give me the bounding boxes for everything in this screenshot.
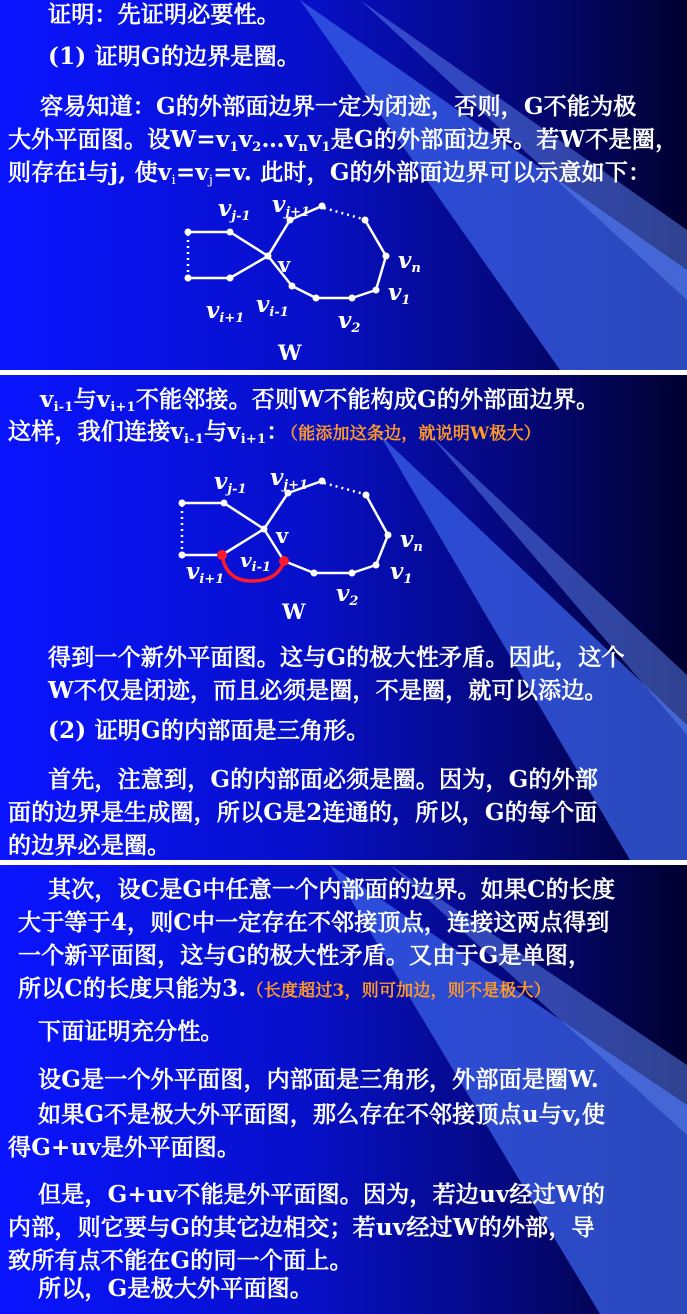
paragraph-line: 面的边界是生成圈，所以G是2连通的，所以，G的每个面 bbox=[8, 799, 598, 826]
vertex-label-vj-1: vj-1 bbox=[218, 195, 251, 224]
vertex-label-v2: v2 bbox=[336, 580, 359, 609]
paragraph-line: 内部，则它要与G的其它边相交；若uv经过W的外部，导 bbox=[8, 1214, 595, 1241]
vertex-label-vi+1: vi+1 bbox=[186, 558, 225, 587]
vertex-label-v2: v2 bbox=[338, 307, 361, 336]
step-2-title: (2) 证明G的内部面是三角形。 bbox=[48, 717, 370, 744]
vertex-label-vj+1: vj+1 bbox=[272, 191, 311, 220]
slide-2 bbox=[0, 375, 687, 860]
vertex-label-vi-1: $v_{i-1}$ bbox=[240, 548, 272, 575]
vertex-label-vi-1: vi-1 bbox=[256, 291, 289, 320]
paragraph-line: 如果G不是极大外平面图，那么存在不邻接顶点u与v,使 bbox=[38, 1101, 606, 1128]
vertex-label-v1: v1 bbox=[388, 279, 411, 308]
sufficiency-heading: 下面证明充分性。 bbox=[38, 1018, 224, 1045]
vertex-label-vj-1: vj-1 bbox=[214, 468, 247, 497]
vertex-label-v1: v1 bbox=[390, 558, 413, 587]
slide-1 bbox=[0, 0, 687, 370]
paragraph-line: 所以C的长度只能为3.（长度超过3，则可加边，则不是极大） bbox=[18, 975, 551, 1002]
annotation-note: （长度超过3，则可加边，则不是极大） bbox=[246, 981, 551, 1001]
walk-label-w: W bbox=[278, 340, 302, 365]
paragraph-line: 一个新平面图，这与G的极大性矛盾。又由于G是单图， bbox=[18, 942, 592, 969]
paragraph-line: 其次，设C是G中任意一个内部面的边界。如果C的长度 bbox=[48, 876, 616, 903]
paragraph-line: 这样，我们连接$v_{i-1}$与$v_{i+1}$：（能添加这条边，就说明W极大） bbox=[8, 418, 541, 447]
paragraph-line: 致所有点不能在G的同一个面上。 bbox=[8, 1247, 353, 1274]
vertex-label-vi+1: vi+1 bbox=[206, 297, 245, 326]
paragraph-line: W不仅是闭迹，而且必须是圈，不是圈，就可以添边。 bbox=[48, 677, 608, 704]
vertex-label-vj+1: vj+1 bbox=[270, 464, 309, 493]
paragraph-line: 得G+uv是外平面图。 bbox=[8, 1134, 241, 1161]
paragraph-line: 设G是一个外平面图，内部面是三角形，外部面是圈W. bbox=[38, 1066, 599, 1093]
slide-3 bbox=[0, 865, 687, 1314]
outer-face-diagram bbox=[0, 0, 687, 370]
paragraph-line: 首先，注意到，G的内部面必须是圈。因为，G的外部 bbox=[48, 766, 599, 793]
conclusion-line: 所以，G是极大外平面图。 bbox=[38, 1275, 314, 1302]
paragraph-line: 容易知道：G的外部面边界一定为闭迹，否则，G不能为极 bbox=[40, 93, 637, 120]
vertex-label-vn: vn bbox=[398, 247, 421, 276]
annotation-note: （能添加这条边，就说明W极大） bbox=[289, 424, 541, 444]
paragraph-line: 则存在i与j, 使$v_i=v_j=v$. 此时，G的外部面边界可以示意如下： bbox=[8, 159, 652, 188]
step-1-title: (1) 证明G的边界是圈。 bbox=[48, 43, 301, 70]
vertex-label-vn: vn bbox=[400, 526, 423, 555]
paragraph-line: 得到一个新外平面图。这与G的极大性矛盾。因此，这个 bbox=[48, 644, 625, 671]
vertex-label-v: v bbox=[276, 523, 289, 548]
walk-label-w: W bbox=[282, 599, 306, 624]
paragraph-line: 但是，G+uv不能是外平面图。因为，若边uv经过W的 bbox=[38, 1181, 606, 1208]
paragraph-line: 大于等于4，则C中一定存在不邻接顶点，连接这两点得到 bbox=[18, 909, 610, 936]
paragraph-line: 大外平面图。设$W=v_1v_2\dots v_nv_1$是G的外部面边界。若W不是圈， bbox=[8, 126, 679, 155]
paragraph-line: $v_{i-1}$与$v_{i+1}$不能邻接。否则W不能构成G的外部面边界。 bbox=[40, 386, 600, 415]
proof-heading: 证明：先证明必要性。 bbox=[48, 1, 280, 28]
paragraph-line: 的边界必是圈。 bbox=[8, 832, 171, 859]
vertex-label-v: v bbox=[278, 252, 291, 277]
